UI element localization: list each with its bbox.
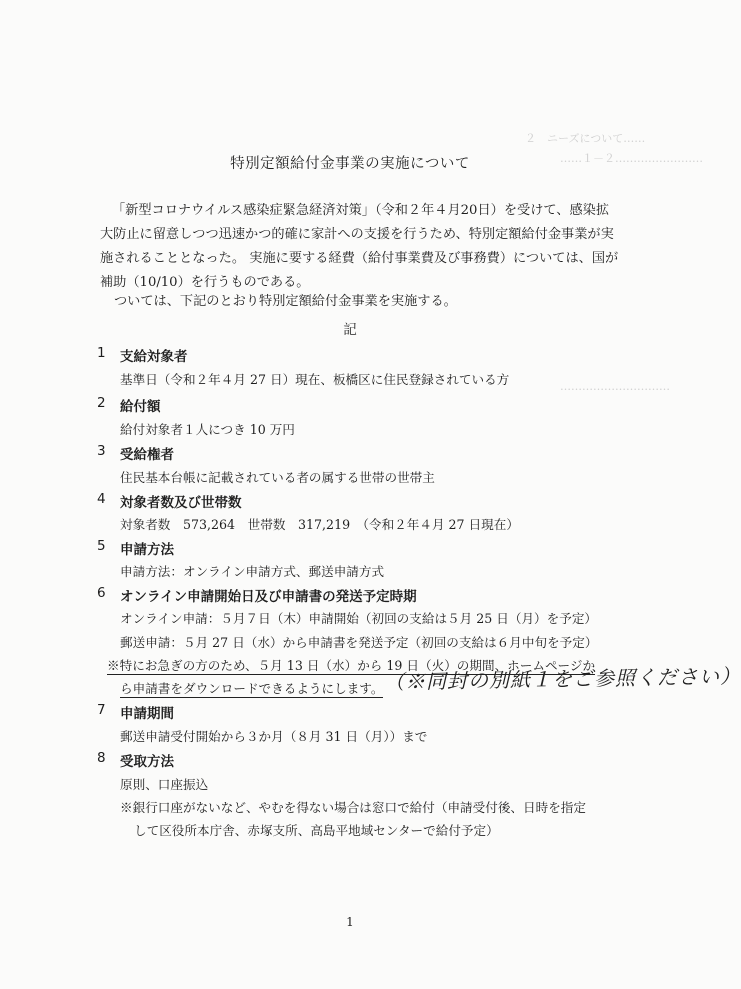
section-number: 7 xyxy=(97,702,106,718)
section-number: 4 xyxy=(97,491,106,507)
section-number: 6 xyxy=(97,585,106,601)
section-heading: 申請期間 xyxy=(120,706,174,722)
handwritten-annotation: （※同封の別紙１をご参照ください） xyxy=(383,663,741,695)
bleed-through-text: ２ ニーズについて…… xyxy=(525,132,646,145)
page-number: 1 xyxy=(346,915,354,929)
section-number: 2 xyxy=(97,395,106,411)
section-line: オンライン申請：５月７日（木）申請開始（初回の支給は５月 25 日（月）を予定） xyxy=(120,611,598,626)
note-urgent-cont xyxy=(120,678,383,697)
bleed-through-text: ……１－２…………………… xyxy=(560,152,703,165)
section-number: 3 xyxy=(97,443,106,459)
section-heading: 申請方法 xyxy=(120,542,174,558)
section-number: 1 xyxy=(97,345,106,361)
note-urgent-line2: ら申請書をダウンロードできるようにします。 xyxy=(120,681,384,696)
ki-heading: 記 xyxy=(343,322,357,338)
note-urgent-line1: ※特にお急ぎの方のため、５月 13 日（水）から 19 日（火）の期間、ホームページか xyxy=(107,658,596,673)
section-heading: 受取方法 xyxy=(120,754,174,770)
section-heading: 対象者数及び世帯数 xyxy=(120,495,242,511)
section-line: 住民基本台帳に記載されている者の属する世帯の世帯主 xyxy=(120,470,435,485)
section-line: 申請方法：オンライン申請方式、郵送申請方式 xyxy=(120,564,385,579)
intro-closing: ついては、下記のとおり特別定額給付金事業を実施する。 xyxy=(114,294,457,309)
note-counter-cont: して区役所本庁舎、赤塚支所、高島平地域センターで給付予定） xyxy=(134,823,499,838)
section-line: 郵送申請受付開始から３か月（８月 31 日（月））まで xyxy=(120,729,428,744)
page-title: 特別定額給付金事業の実施について xyxy=(230,156,470,172)
section-line: 原則、口座振込 xyxy=(120,777,209,792)
section-line: 対象者数 573,264 世帯数 317,219 （令和２年４月 27 日現在） xyxy=(120,517,519,532)
note-counter: ※銀行口座がないなど、やむを得ない場合は窓口で給付（申請受付後、日時を指定 xyxy=(120,800,586,815)
section-line: 郵送申請：５月 27 日（水）から申請書を発送予定（初回の支給は６月中旬を予定） xyxy=(120,635,598,650)
section-heading: 受給権者 xyxy=(120,447,174,463)
section-heading: オンライン申請開始日及び申請書の発送予定時期 xyxy=(120,589,417,605)
section-line: 給付対象者１人につき 10 万円 xyxy=(120,422,295,437)
section-heading: 支給対象者 xyxy=(120,349,188,365)
section-number: 5 xyxy=(97,538,106,554)
intro-paragraph: 「新型コロナウイルス感染症緊急経済対策」（令和２年４月20日）を受けて、感染拡大防止に留意しつつ迅速かつ的確に家計への支援を行うため、特別定額給付金事業が実施されることとなった。 実施に要する経費（給付事業費及び事務費）については、国が補助（10/10）を行うものである。 xyxy=(100,203,619,290)
section-number: 8 xyxy=(97,750,106,766)
bleed-through-text: ………………………… xyxy=(560,380,670,393)
section-line: 基準日（令和２年４月 27 日）現在、板橋区に住民登録されている方 xyxy=(120,372,510,387)
section-heading: 給付額 xyxy=(120,399,161,415)
